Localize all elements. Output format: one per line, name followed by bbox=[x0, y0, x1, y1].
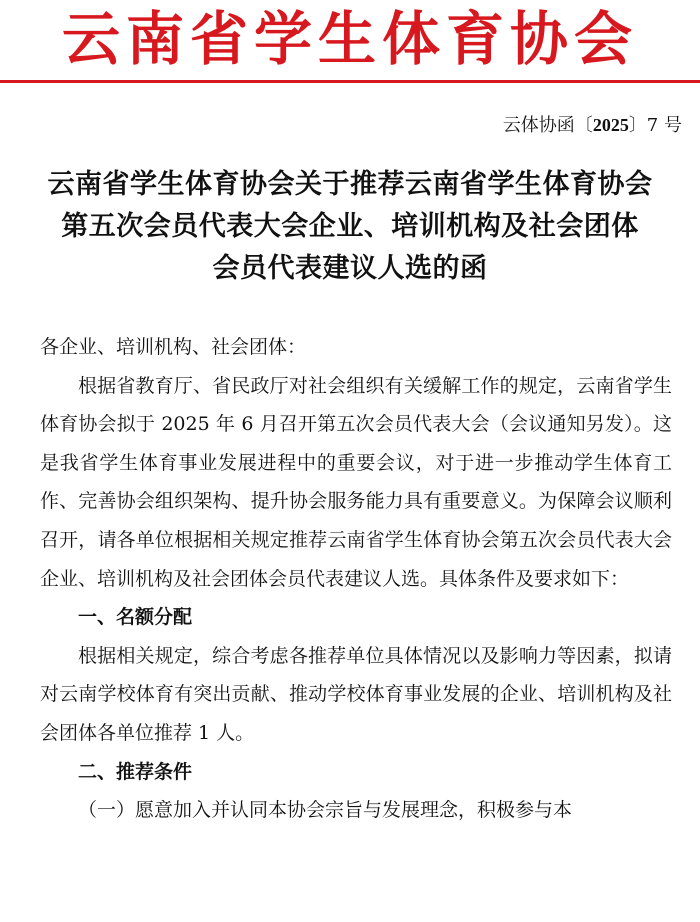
doc-number-prefix: 云体协函〔 bbox=[502, 115, 593, 136]
document-number bbox=[503, 112, 682, 139]
title-line-1: 云南省学生体育协会关于推荐云南省学生体育协会 bbox=[47, 169, 653, 200]
doc-number-suffix: 〕7 号 bbox=[628, 115, 682, 136]
salutation: 各企业、培训机构、社会团体： bbox=[40, 336, 307, 358]
title-line-2: 第五次会员代表大会企业、培训机构及社会团体 bbox=[61, 211, 639, 242]
document-body bbox=[40, 328, 672, 830]
doc-number-year: 2025 bbox=[592, 115, 629, 135]
paragraph-3: （一）愿意加入并认同本协会宗旨与发展理念，积极参与本 bbox=[78, 799, 573, 822]
red-header-rule bbox=[0, 80, 700, 83]
section-heading-2: 二、推荐条件 bbox=[78, 760, 193, 783]
document-title bbox=[22, 164, 678, 290]
paragraph-1: 根据省教育厅、省民政厅对社会组织有关缓解工作的规定，云南省学生体育协会拟于 2025 年 6 月召开第五次会员代表大会（会议通知另发）。这是我省学生体育事业发展进程中的重要会议，对于进一步推动学生体育工作、完善协会组织架构、提升协会服务能力具有重要意义。为保障会议顺利召开，请各单位根据相关规定推荐云南省学生体育协会第五次会员代表大会企业、培训机构及社会团体会员代表建议人选。具体条件及要求如下： bbox=[40, 374, 672, 590]
section-heading-1: 一、名额分配 bbox=[78, 606, 193, 629]
masthead-text: 云南省学生体育协会 bbox=[61, 5, 638, 73]
paragraph-2: 根据相关规定，综合考虑各推荐单位具体情况以及影响力等因素，拟请对云南学校体育有突出贡献、推动学校体育事业发展的企业、培训机构及社会团体各单位推荐 1 人。 bbox=[40, 644, 672, 744]
masthead-org-name bbox=[0, 4, 700, 74]
title-line-3: 会员代表建议人选的函 bbox=[212, 253, 488, 284]
